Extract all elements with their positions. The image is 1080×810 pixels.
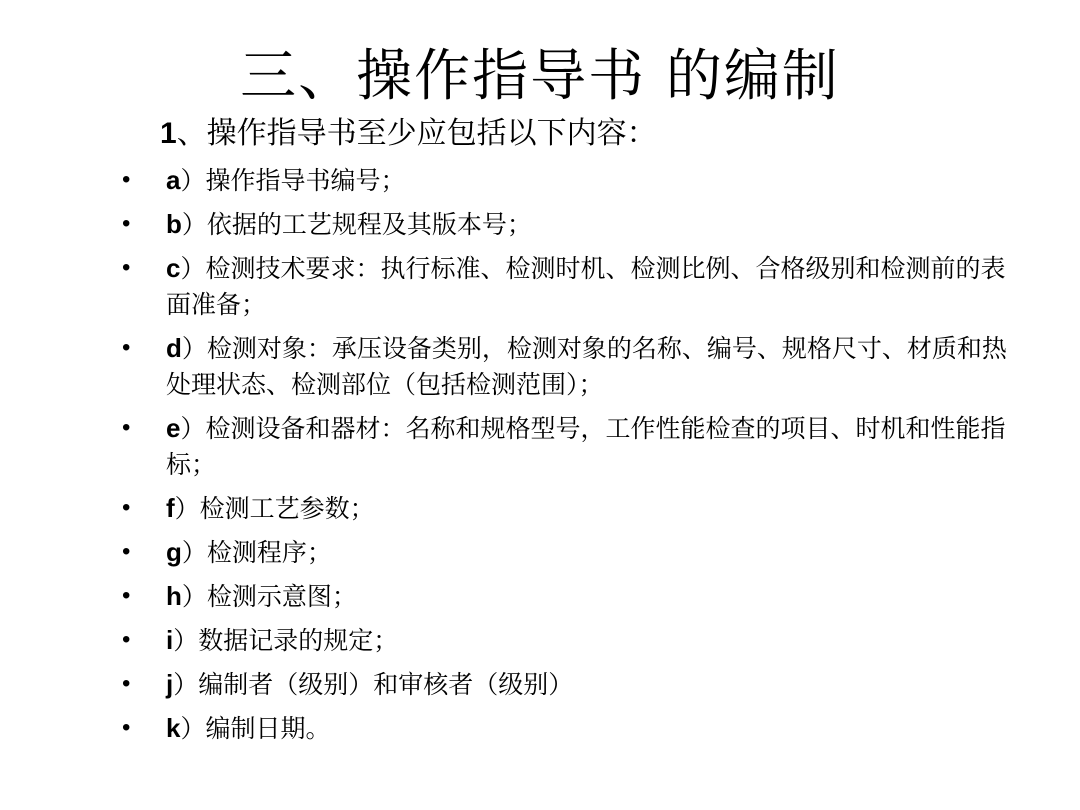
item-text: ）检测程序；: [181, 538, 332, 567]
item-text: ）检测对象：承压设备类别，检测对象的名称、编号、规格尺寸、材质和热处理状态、检测部位（包括检测范围）；: [166, 334, 1007, 399]
item-letter: f: [166, 493, 175, 523]
subtitle: [160, 114, 657, 154]
item-letter: i: [166, 625, 174, 655]
list-item: [120, 206, 1020, 243]
item-text: ）检测示意图；: [181, 582, 357, 611]
subtitle-text: 、操作指导书至少应包括以下内容：: [176, 116, 657, 151]
bullet: •: [122, 334, 131, 361]
item-text: ）操作指导书编号；: [180, 166, 406, 195]
bullet: •: [122, 166, 131, 193]
bullet: •: [122, 670, 131, 697]
item-text: ）依据的工艺规程及其版本号；: [181, 210, 532, 239]
item-text: ）检测工艺参数；: [174, 494, 375, 523]
item-text: ）数据记录的规定；: [173, 626, 399, 655]
item-letter: b: [166, 209, 182, 239]
list-item: [120, 622, 1020, 659]
bullet: •: [122, 626, 131, 653]
item-letter: h: [166, 581, 182, 611]
content-list: [120, 162, 1020, 754]
subtitle-number: 1: [160, 117, 177, 150]
bullet: •: [122, 254, 131, 281]
item-text: ）编制日期。: [180, 714, 331, 743]
bullet: •: [122, 714, 131, 741]
item-letter: a: [166, 165, 181, 195]
list-item: [120, 250, 1020, 323]
list-item: [120, 666, 1020, 703]
list-item: [120, 410, 1020, 483]
list-item: [120, 578, 1020, 615]
slide-title: 三、操作指导书 的编制: [240, 44, 840, 109]
item-letter: g: [166, 537, 182, 567]
item-letter: c: [166, 253, 181, 283]
item-letter: j: [166, 669, 174, 699]
bullet: •: [122, 582, 131, 609]
list-item: [120, 710, 1020, 747]
bullet: •: [122, 414, 131, 441]
item-text: ）检测设备和器材：名称和规格型号，工作性能检查的项目、时机和性能指标；: [166, 414, 1006, 479]
list-item: [120, 330, 1020, 403]
item-text: ）检测技术要求：执行标准、检测时机、检测比例、合格级别和检测前的表面准备；: [166, 254, 1006, 319]
item-letter: d: [166, 333, 182, 363]
bullet: •: [122, 538, 131, 565]
bullet: •: [122, 494, 131, 521]
item-letter: k: [166, 713, 181, 743]
list-item: [120, 162, 1020, 199]
item-text: ）编制者（级别）和审核者（级别）: [173, 670, 574, 699]
item-letter: e: [166, 413, 181, 443]
list-item: [120, 534, 1020, 571]
bullet: •: [122, 210, 131, 237]
list-item: [120, 490, 1020, 527]
